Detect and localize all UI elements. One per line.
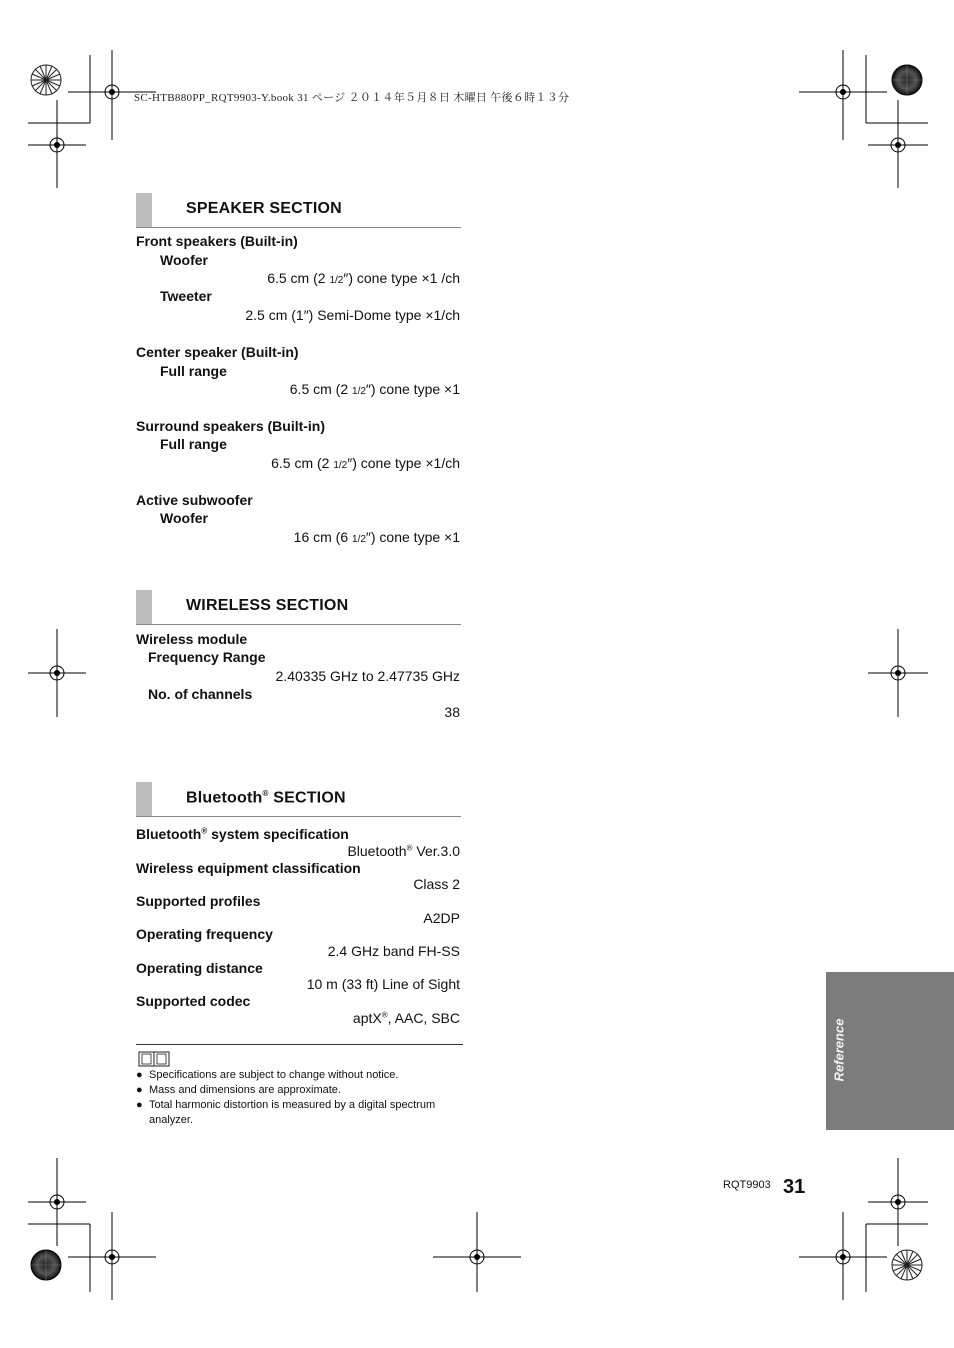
bt-distance-label: Operating distance: [136, 960, 263, 976]
front-speakers-label: Front speakers (Built-in): [136, 233, 298, 249]
section-bar: [136, 193, 152, 227]
section-bar: [136, 590, 152, 624]
center-range-label: Full range: [160, 363, 227, 379]
frequency-range-label: Frequency Range: [148, 649, 266, 665]
channels-label: No. of channels: [148, 686, 253, 702]
bt-system-spec-label: Bluetooth® system specification: [136, 826, 349, 842]
subwoofer-woofer-label: Woofer: [160, 510, 208, 526]
front-woofer-value: 6.5 cm (2 1/2″) cone type ×1 /ch: [267, 270, 460, 286]
subwoofer-label: Active subwoofer: [136, 492, 253, 508]
note-item: ● Specifications are subject to change without notice.: [136, 1069, 399, 1081]
bt-codec-label: Supported codec: [136, 993, 251, 1009]
bt-system-spec-value: Bluetooth® Ver.3.0: [347, 843, 460, 859]
section-bar: [136, 782, 152, 816]
surround-speakers-label: Surround speakers (Built-in): [136, 418, 326, 434]
note-item: ● Mass and dimensions are approximate.: [136, 1084, 341, 1096]
bt-codec-value: aptX®, AAC, SBC: [352, 1010, 460, 1026]
wireless-section-title: WIRELESS SECTION: [186, 597, 349, 614]
bt-class-value: Class 2: [413, 876, 460, 892]
bt-distance-value: 10 m (33 ft) Line of Sight: [306, 976, 460, 992]
bluetooth-section-title: Bluetooth® SECTION: [186, 789, 346, 807]
front-tweeter-value: 2.5 cm (1″) Semi-Dome type ×1/ch: [245, 307, 460, 323]
bt-profiles-value: A2DP: [423, 910, 460, 926]
bluetooth-section-header: [136, 782, 461, 817]
reference-tab-label: Reference: [831, 1018, 847, 1082]
notes-divider: [136, 1044, 463, 1045]
document-code: RQT9903: [723, 1179, 771, 1191]
center-speaker-label: Center speaker (Built-in): [136, 344, 299, 360]
subwoofer-woofer-value: 16 cm (6 1/2″) cone type ×1: [293, 529, 460, 545]
book-icon: [138, 1051, 170, 1067]
surround-range-label: Full range: [160, 436, 227, 452]
bt-class-label: Wireless equipment classification: [136, 860, 361, 876]
notes-list: [136, 1068, 466, 1128]
page-number: 31: [783, 1176, 806, 1198]
bt-frequency-label: Operating frequency: [136, 926, 273, 942]
wireless-module-label: Wireless module: [136, 631, 248, 647]
file-header-line: SC-HTB880PP_RQT9903-Y.book 31 ページ ２０１４年５月８日 木曜日 午後６時１３分: [134, 92, 570, 104]
speaker-section-title: SPEAKER SECTION: [186, 200, 342, 217]
wireless-section-header: [136, 590, 461, 625]
front-tweeter-label: Tweeter: [160, 288, 212, 304]
center-range-value: 6.5 cm (2 1/2″) cone type ×1: [289, 381, 460, 397]
bt-frequency-value: 2.4 GHz band FH-SS: [327, 943, 460, 959]
front-woofer-label: Woofer: [160, 252, 208, 268]
speaker-section-header: [136, 193, 461, 228]
channels-value: 38: [444, 704, 460, 720]
frequency-range-value: 2.40335 GHz to 2.47735 GHz: [275, 668, 460, 684]
note-item: ● Total harmonic distortion is measured by a digital spectrum analyzer.: [136, 1099, 436, 1126]
bt-profiles-label: Supported profiles: [136, 893, 261, 909]
surround-range-value: 6.5 cm (2 1/2″) cone type ×1/ch: [271, 455, 460, 471]
